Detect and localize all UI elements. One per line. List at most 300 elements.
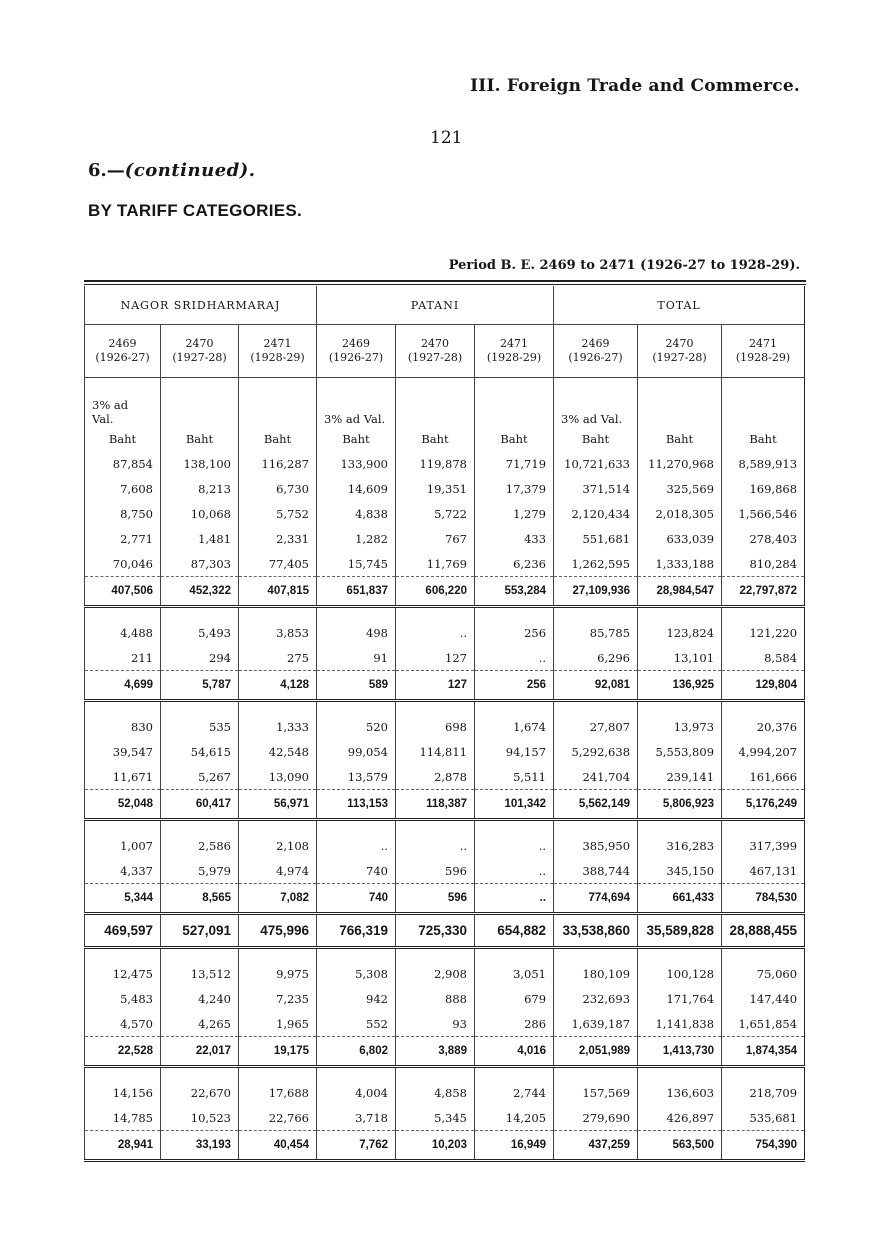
data-cell: 239,141 (638, 764, 722, 790)
running-head: III. Foreign Trade and Commerce. (470, 76, 800, 96)
subtotal-cell: 1,874,354 (722, 1037, 805, 1067)
gap-cell (85, 607, 161, 621)
data-cell: 371,514 (554, 476, 638, 501)
data-row (85, 858, 805, 884)
data-cell: 256 (475, 620, 554, 645)
data-cell: 121,220 (722, 620, 805, 645)
subtotal-cell: 651,837 (317, 577, 396, 607)
year-ad: (1926-27) (568, 351, 623, 364)
data-cell: 8,589,913 (722, 451, 805, 476)
data-cell: 94,157 (475, 739, 554, 764)
data-cell: 5,752 (239, 501, 317, 526)
data-cell: 17,688 (239, 1080, 317, 1105)
data-cell: 316,283 (638, 833, 722, 858)
data-cell: 87,303 (161, 551, 239, 577)
data-cell: 100,128 (638, 961, 722, 986)
data-cell: 552 (317, 1011, 396, 1037)
section-gap (85, 820, 805, 834)
scale-label: 3% ad Val. (554, 378, 638, 427)
subtotal-cell: 92,081 (554, 671, 638, 701)
scale-label (722, 378, 805, 427)
data-cell: 4,265 (161, 1011, 239, 1037)
data-cell: 5,493 (161, 620, 239, 645)
subtotal-row (85, 884, 805, 914)
data-cell: 1,674 (475, 714, 554, 739)
gap-cell (722, 607, 805, 621)
data-cell: 180,109 (554, 961, 638, 986)
gap-cell (475, 701, 554, 715)
data-cell: 9,975 (239, 961, 317, 986)
data-cell: 2,771 (85, 526, 161, 551)
gap-cell (239, 1067, 317, 1081)
data-cell: .. (475, 858, 554, 884)
unit-label: Baht (161, 426, 239, 451)
subtotal-cell: 5,787 (161, 671, 239, 701)
subtotal-cell: 437,259 (554, 1131, 638, 1161)
subtotal-cell: 553,284 (475, 577, 554, 607)
scale-label (161, 378, 239, 427)
table-body (85, 378, 805, 1161)
data-cell: 147,440 (722, 986, 805, 1011)
subtotal-cell: 5,344 (85, 884, 161, 914)
gap-cell (475, 1067, 554, 1081)
data-cell: 317,399 (722, 833, 805, 858)
data-cell: 2,108 (239, 833, 317, 858)
subtotal-cell: 2,051,989 (554, 1037, 638, 1067)
data-cell: 12,475 (85, 961, 161, 986)
section-gap (85, 701, 805, 715)
gap-cell (554, 1067, 638, 1081)
data-cell: 1,279 (475, 501, 554, 526)
data-cell: 114,811 (396, 739, 475, 764)
data-cell: 5,979 (161, 858, 239, 884)
data-row (85, 1080, 805, 1105)
year-be: 2470 (421, 337, 449, 350)
data-cell: 1,566,546 (722, 501, 805, 526)
data-cell: 535 (161, 714, 239, 739)
unit-label: Baht (722, 426, 805, 451)
gap-cell (475, 607, 554, 621)
data-cell: 10,523 (161, 1105, 239, 1131)
grand-total-cell: 35,589,828 (638, 914, 722, 948)
data-cell: 218,709 (722, 1080, 805, 1105)
year-be: 2471 (749, 337, 778, 350)
data-cell: 10,721,633 (554, 451, 638, 476)
gap-cell (396, 1067, 475, 1081)
top-rule-thin (84, 284, 806, 285)
subtotal-cell: 774,694 (554, 884, 638, 914)
data-cell: 127 (396, 645, 475, 671)
year-header (396, 325, 475, 378)
gap-cell (239, 948, 317, 962)
data-cell: 2,908 (396, 961, 475, 986)
data-row (85, 620, 805, 645)
data-cell: 535,681 (722, 1105, 805, 1131)
data-cell: 3,051 (475, 961, 554, 986)
data-cell: 39,547 (85, 739, 161, 764)
data-cell: .. (396, 833, 475, 858)
subtotal-cell: 7,082 (239, 884, 317, 914)
subtotal-cell: 27,109,936 (554, 577, 638, 607)
gap-cell (239, 607, 317, 621)
subtotal-cell: 60,417 (161, 790, 239, 820)
unit-label: Baht (396, 426, 475, 451)
scale-label: 3% ad Val. (317, 378, 396, 427)
data-cell: 211 (85, 645, 161, 671)
subtotal-cell: 118,387 (396, 790, 475, 820)
subtotal-cell: 256 (475, 671, 554, 701)
subtotal-cell: 4,699 (85, 671, 161, 701)
data-cell: 14,156 (85, 1080, 161, 1105)
data-cell: 22,766 (239, 1105, 317, 1131)
data-cell: 5,308 (317, 961, 396, 986)
data-cell: 767 (396, 526, 475, 551)
data-row (85, 526, 805, 551)
data-cell: 123,824 (638, 620, 722, 645)
gap-cell (85, 701, 161, 715)
year-ad: (1927-28) (407, 351, 463, 364)
data-cell: 5,345 (396, 1105, 475, 1131)
year-ad: (1927-28) (652, 351, 707, 364)
top-rule (84, 280, 806, 282)
gap-cell (239, 701, 317, 715)
gap-cell (638, 948, 722, 962)
unit-label: Baht (317, 426, 396, 451)
data-cell: 14,205 (475, 1105, 554, 1131)
year-be: 2470 (185, 337, 214, 350)
data-cell: 8,213 (161, 476, 239, 501)
data-cell: 1,282 (317, 526, 396, 551)
data-cell: 596 (396, 858, 475, 884)
subtotal-cell: 1,413,730 (638, 1037, 722, 1067)
subtotal-cell: 407,815 (239, 577, 317, 607)
gap-cell (161, 701, 239, 715)
data-cell: 171,764 (638, 986, 722, 1011)
subtotal-row (85, 790, 805, 820)
year-header (475, 325, 554, 378)
data-cell: 13,101 (638, 645, 722, 671)
data-cell: 77,405 (239, 551, 317, 577)
year-be: 2469 (108, 337, 137, 350)
data-cell: 11,671 (85, 764, 161, 790)
data-row (85, 714, 805, 739)
data-cell: 11,270,968 (638, 451, 722, 476)
subtotal-cell: .. (475, 884, 554, 914)
data-cell: 4,240 (161, 986, 239, 1011)
data-cell: 13,090 (239, 764, 317, 790)
data-cell: 22,670 (161, 1080, 239, 1105)
data-cell: 1,639,187 (554, 1011, 638, 1037)
unit-row (85, 426, 805, 451)
continued-note: (continued). (124, 160, 256, 181)
data-cell: 8,584 (722, 645, 805, 671)
unit-label: Baht (554, 426, 638, 451)
data-cell: 75,060 (722, 961, 805, 986)
grand-total-row (85, 914, 805, 948)
subtotal-cell: 16,949 (475, 1131, 554, 1161)
data-cell: 2,878 (396, 764, 475, 790)
group-header: PATANI (317, 286, 554, 325)
data-row (85, 501, 805, 526)
gap-cell (161, 607, 239, 621)
section-gap (85, 948, 805, 962)
gap-cell (161, 820, 239, 834)
gap-cell (161, 1067, 239, 1081)
data-cell: 232,693 (554, 986, 638, 1011)
gap-cell (317, 607, 396, 621)
gap-cell (396, 607, 475, 621)
subtotal-cell: 5,176,249 (722, 790, 805, 820)
data-cell: .. (396, 620, 475, 645)
subtotal-cell: 56,971 (239, 790, 317, 820)
gap-cell (317, 820, 396, 834)
subtotal-cell: 661,433 (638, 884, 722, 914)
data-cell: 8,750 (85, 501, 161, 526)
data-cell: 6,730 (239, 476, 317, 501)
data-cell: 161,666 (722, 764, 805, 790)
data-row (85, 833, 805, 858)
data-cell: 14,609 (317, 476, 396, 501)
subtotal-row (85, 671, 805, 701)
data-cell: 679 (475, 986, 554, 1011)
data-cell: 1,481 (161, 526, 239, 551)
data-cell: 740 (317, 858, 396, 884)
table-head (85, 286, 805, 378)
data-cell: 17,379 (475, 476, 554, 501)
subtotal-cell: 606,220 (396, 577, 475, 607)
year-header (722, 325, 805, 378)
data-cell: 241,704 (554, 764, 638, 790)
group-header-row (85, 286, 805, 325)
unit-label: Baht (475, 426, 554, 451)
gap-cell (317, 1067, 396, 1081)
table-heading (88, 160, 256, 181)
subtotal-cell: 3,889 (396, 1037, 475, 1067)
subtotal-cell: 33,193 (161, 1131, 239, 1161)
data-cell: 275 (239, 645, 317, 671)
data-cell: 99,054 (317, 739, 396, 764)
gap-cell (638, 607, 722, 621)
gap-cell (396, 948, 475, 962)
subtotal-cell: 784,530 (722, 884, 805, 914)
section-gap (85, 607, 805, 621)
year-header (161, 325, 239, 378)
subtotal-cell: 596 (396, 884, 475, 914)
data-cell: 426,897 (638, 1105, 722, 1131)
data-cell: 71,719 (475, 451, 554, 476)
year-be: 2470 (665, 337, 694, 350)
gap-cell (554, 607, 638, 621)
year-header (638, 325, 722, 378)
subtotal-row (85, 1131, 805, 1161)
gap-cell (85, 948, 161, 962)
data-cell: 13,512 (161, 961, 239, 986)
gap-cell (396, 701, 475, 715)
year-be: 2471 (500, 337, 528, 350)
grand-total-cell: 654,882 (475, 914, 554, 948)
data-cell: 345,150 (638, 858, 722, 884)
data-cell: 119,878 (396, 451, 475, 476)
data-row (85, 551, 805, 577)
subtotal-cell: 4,128 (239, 671, 317, 701)
subtotal-cell: 407,506 (85, 577, 161, 607)
data-cell: 13,973 (638, 714, 722, 739)
data-cell: 1,651,854 (722, 1011, 805, 1037)
data-cell: 4,004 (317, 1080, 396, 1105)
data-row (85, 961, 805, 986)
data-cell: 85,785 (554, 620, 638, 645)
scale-label (396, 378, 475, 427)
data-cell: 325,569 (638, 476, 722, 501)
scale-row (85, 378, 805, 427)
gap-cell (638, 701, 722, 715)
subtotal-cell: 5,562,149 (554, 790, 638, 820)
data-cell: 4,488 (85, 620, 161, 645)
gap-cell (638, 820, 722, 834)
data-cell: 278,403 (722, 526, 805, 551)
data-cell: 1,141,838 (638, 1011, 722, 1037)
data-cell: 385,950 (554, 833, 638, 858)
data-cell: 116,287 (239, 451, 317, 476)
data-cell: 169,868 (722, 476, 805, 501)
data-cell: 93 (396, 1011, 475, 1037)
gap-cell (554, 948, 638, 962)
data-cell: 942 (317, 986, 396, 1011)
data-cell: 551,681 (554, 526, 638, 551)
data-row (85, 739, 805, 764)
subtotal-cell: 452,322 (161, 577, 239, 607)
subtotal-cell: 5,806,923 (638, 790, 722, 820)
year-ad: (1927-28) (172, 351, 227, 364)
data-cell: 4,337 (85, 858, 161, 884)
unit-label: Baht (85, 426, 161, 451)
data-cell: 2,018,305 (638, 501, 722, 526)
data-cell: 698 (396, 714, 475, 739)
scale-label (638, 378, 722, 427)
section-gap (85, 1067, 805, 1081)
scale-label: 3% ad Val. (85, 378, 161, 427)
subtotal-cell: 101,342 (475, 790, 554, 820)
gap-cell (475, 820, 554, 834)
data-cell: 520 (317, 714, 396, 739)
subtotal-cell: 10,203 (396, 1131, 475, 1161)
unit-label: Baht (638, 426, 722, 451)
scale-label (475, 378, 554, 427)
data-cell: 830 (85, 714, 161, 739)
data-cell: 4,974 (239, 858, 317, 884)
subtotal-cell: 52,048 (85, 790, 161, 820)
gap-cell (85, 820, 161, 834)
data-cell: 10,068 (161, 501, 239, 526)
year-ad: (1928-29) (486, 351, 542, 364)
grand-total-cell: 725,330 (396, 914, 475, 948)
data-cell: 1,007 (85, 833, 161, 858)
gap-cell (161, 948, 239, 962)
subtotal-cell: 740 (317, 884, 396, 914)
data-cell: 133,900 (317, 451, 396, 476)
subtotal-cell: 19,175 (239, 1037, 317, 1067)
grand-total-cell: 527,091 (161, 914, 239, 948)
data-cell: 3,718 (317, 1105, 396, 1131)
grand-total-cell: 475,996 (239, 914, 317, 948)
data-cell: 138,100 (161, 451, 239, 476)
data-row (85, 451, 805, 476)
gap-cell (722, 948, 805, 962)
gap-cell (317, 948, 396, 962)
data-cell: 6,296 (554, 645, 638, 671)
data-row (85, 1011, 805, 1037)
data-row (85, 476, 805, 501)
subtotal-cell: 8,565 (161, 884, 239, 914)
gap-cell (239, 820, 317, 834)
data-cell: 54,615 (161, 739, 239, 764)
gap-cell (554, 701, 638, 715)
subtotal-cell: 28,941 (85, 1131, 161, 1161)
subtotal-cell: 22,528 (85, 1037, 161, 1067)
grand-total-cell: 766,319 (317, 914, 396, 948)
gap-cell (554, 820, 638, 834)
subtotal-cell: 127 (396, 671, 475, 701)
data-cell: 888 (396, 986, 475, 1011)
data-cell: .. (317, 833, 396, 858)
data-cell: 15,745 (317, 551, 396, 577)
data-cell: 5,483 (85, 986, 161, 1011)
data-cell: 633,039 (638, 526, 722, 551)
year-be: 2471 (263, 337, 292, 350)
data-cell: 11,769 (396, 551, 475, 577)
data-cell: 70,046 (85, 551, 161, 577)
data-cell: 5,511 (475, 764, 554, 790)
data-cell: 388,744 (554, 858, 638, 884)
data-cell: 498 (317, 620, 396, 645)
gap-cell (85, 1067, 161, 1081)
subtotal-cell: 22,017 (161, 1037, 239, 1067)
year-header (85, 325, 161, 378)
data-cell: 1,965 (239, 1011, 317, 1037)
data-cell: 13,579 (317, 764, 396, 790)
subtotal-cell: 129,804 (722, 671, 805, 701)
subtotal-cell: 6,802 (317, 1037, 396, 1067)
data-cell: .. (475, 833, 554, 858)
year-ad: (1926-27) (328, 351, 384, 364)
gap-cell (722, 820, 805, 834)
group-header: NAGOR SRIDHARMARAJ (85, 286, 317, 325)
data-cell: .. (475, 645, 554, 671)
period-caption: Period B. E. 2469 to 2471 (1926-27 to 1928-29). (448, 258, 800, 273)
year-ad: (1926-27) (95, 351, 150, 364)
year-header (554, 325, 638, 378)
data-cell: 2,586 (161, 833, 239, 858)
year-header (239, 325, 317, 378)
data-cell: 87,854 (85, 451, 161, 476)
data-cell: 27,807 (554, 714, 638, 739)
subtotal-cell: 589 (317, 671, 396, 701)
data-cell: 157,569 (554, 1080, 638, 1105)
subtotal-cell: 136,925 (638, 671, 722, 701)
data-cell: 4,570 (85, 1011, 161, 1037)
year-header-row (85, 325, 805, 378)
data-row (85, 1105, 805, 1131)
subtotal-row (85, 577, 805, 607)
subtotal-cell: 563,500 (638, 1131, 722, 1161)
gap-cell (475, 948, 554, 962)
subtotal-cell: 40,454 (239, 1131, 317, 1161)
subtotal-cell: 22,797,872 (722, 577, 805, 607)
year-header (317, 325, 396, 378)
page-number: 121 (430, 128, 463, 148)
data-cell: 4,858 (396, 1080, 475, 1105)
gap-cell (722, 1067, 805, 1081)
